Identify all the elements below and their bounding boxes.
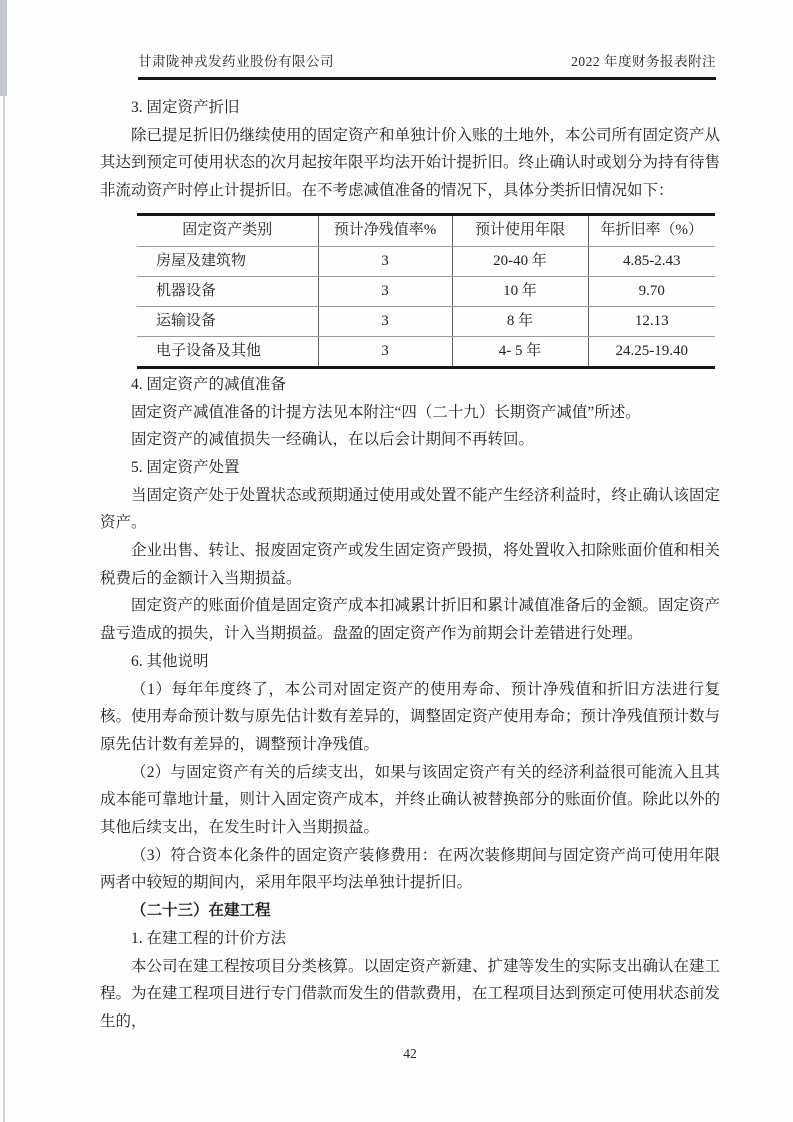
scan-edge-line	[3, 0, 5, 1122]
table-cell: 4.85-2.43	[588, 246, 715, 276]
table-cell: 3	[318, 276, 452, 306]
table-header-cell: 年折旧率（%）	[588, 214, 715, 246]
paragraph: 固定资产的减值损失一经确认，在以后会计期间不再转回。	[131, 431, 535, 449]
table-row	[137, 306, 715, 336]
depreciation-table	[137, 213, 715, 369]
paragraph: 6. 其他说明	[131, 652, 209, 670]
table-cell: 3	[318, 246, 452, 276]
table-cell: 9.70	[588, 276, 715, 306]
paragraph: 1. 在建工程的计价方法	[131, 929, 287, 947]
paragraph: 固定资产减值准备的计提方法见本附注“四（二十九）长期资产减值”所述。	[131, 403, 641, 421]
paragraph: 除已提足折旧仍继续使用的固定资产和单独计价入账的土地外，本公司所有固定资产从其达到预定可使用状态的次月起按年限平均法开始计提折旧。终止确认时或划分为持有待售非流动资产时停止计提折旧。在不考虑减值准备的情况下，具体分类折旧情况如下：	[100, 126, 721, 200]
paragraph: （3）符合资本化条件的固定资产装修费用：在两次装修期间与固定资产尚可使用年限两者中较短的期间内，采用年限平均法单独计提折旧。	[100, 846, 720, 892]
table-cell: 8 年	[452, 306, 588, 336]
table-cell: 24.25-19.40	[588, 336, 715, 367]
table-cell: 20-40 年	[452, 246, 588, 276]
table-cell: 3	[318, 336, 452, 367]
paragraph: 当固定资产处于处置状态或预期通过使用或处置不能产生经济利益时，终止确认该固定资产。	[100, 486, 721, 532]
paragraph: 固定资产的账面价值是固定资产成本扣减累计折旧和累计减值准备后的金额。固定资产盘亏造成的损失，计入当期损益。盘盈的固定资产作为前期会计差错进行处理。	[100, 597, 721, 643]
table-cell: 10 年	[452, 276, 588, 306]
paragraph: 企业出售、转让、报废固定资产或发生固定资产毁损，将处置收入扣除账面价值和相关税费后的金额计入当期损益。	[100, 542, 721, 587]
company-name: 甘肃陇神戎发药业股份有限公司	[138, 54, 334, 69]
table-cell: 运输设备	[137, 306, 318, 336]
page-footer	[100, 1046, 720, 1062]
table-header-cell: 固定资产类别	[137, 214, 318, 246]
table-header-cell: 预计使用年限	[452, 214, 588, 246]
document-body	[100, 94, 720, 1036]
page-number: 42	[403, 1046, 417, 1061]
paragraph: 本公司在建工程按项目分类核算。以固定资产新建、扩建等发生的实际支出确认在建工程。为在建工程项目进行专门借款而发生的借款费用，在工程项目达到预定可使用状态前发生的，	[100, 957, 721, 1030]
paragraph: 3. 固定资产折旧	[131, 99, 240, 116]
table-row	[137, 246, 715, 276]
table-cell: 电子设备及其他	[156, 342, 262, 359]
paragraph: （2）与固定资产有关的后续支出，如果与该固定资产有关的经济利益很可能流入且其成本能可靠地计量，则计入固定资产成本，并终止确认被替换部分的账面价值。除此以外的其他后续支出，在发生时计入当期损益。	[100, 763, 721, 837]
document-title: 2022 年度财务报表附注	[571, 54, 716, 69]
page-header	[138, 50, 716, 80]
table-cell: 房屋及建筑物	[137, 246, 318, 276]
fixed-asset-depreciation-table	[137, 213, 720, 369]
table-cell: 机器设备	[137, 276, 318, 306]
table-cell: 12.13	[588, 306, 715, 336]
table-row	[137, 336, 715, 367]
table-cell: 4- 5 年	[452, 336, 588, 367]
paragraph: （1）每年年度终了，本公司对固定资产的使用寿命、预计净残值和折旧方法进行复核。使用寿命预计数与原先估计数有差异的，调整固定资产使用寿命；预计净残值预计数与原先估计数有差异的，调整预计净残值。	[100, 680, 721, 753]
paragraph: 4. 固定资产的减值准备	[131, 375, 287, 393]
table-header-row	[137, 214, 715, 246]
table-cell: 3	[318, 306, 452, 336]
paragraph: 5. 固定资产处置	[131, 458, 240, 476]
table-row	[137, 276, 715, 306]
paragraph: （二十三）在建工程	[131, 902, 271, 920]
table-header-cell: 预计净残值率%	[318, 214, 452, 246]
